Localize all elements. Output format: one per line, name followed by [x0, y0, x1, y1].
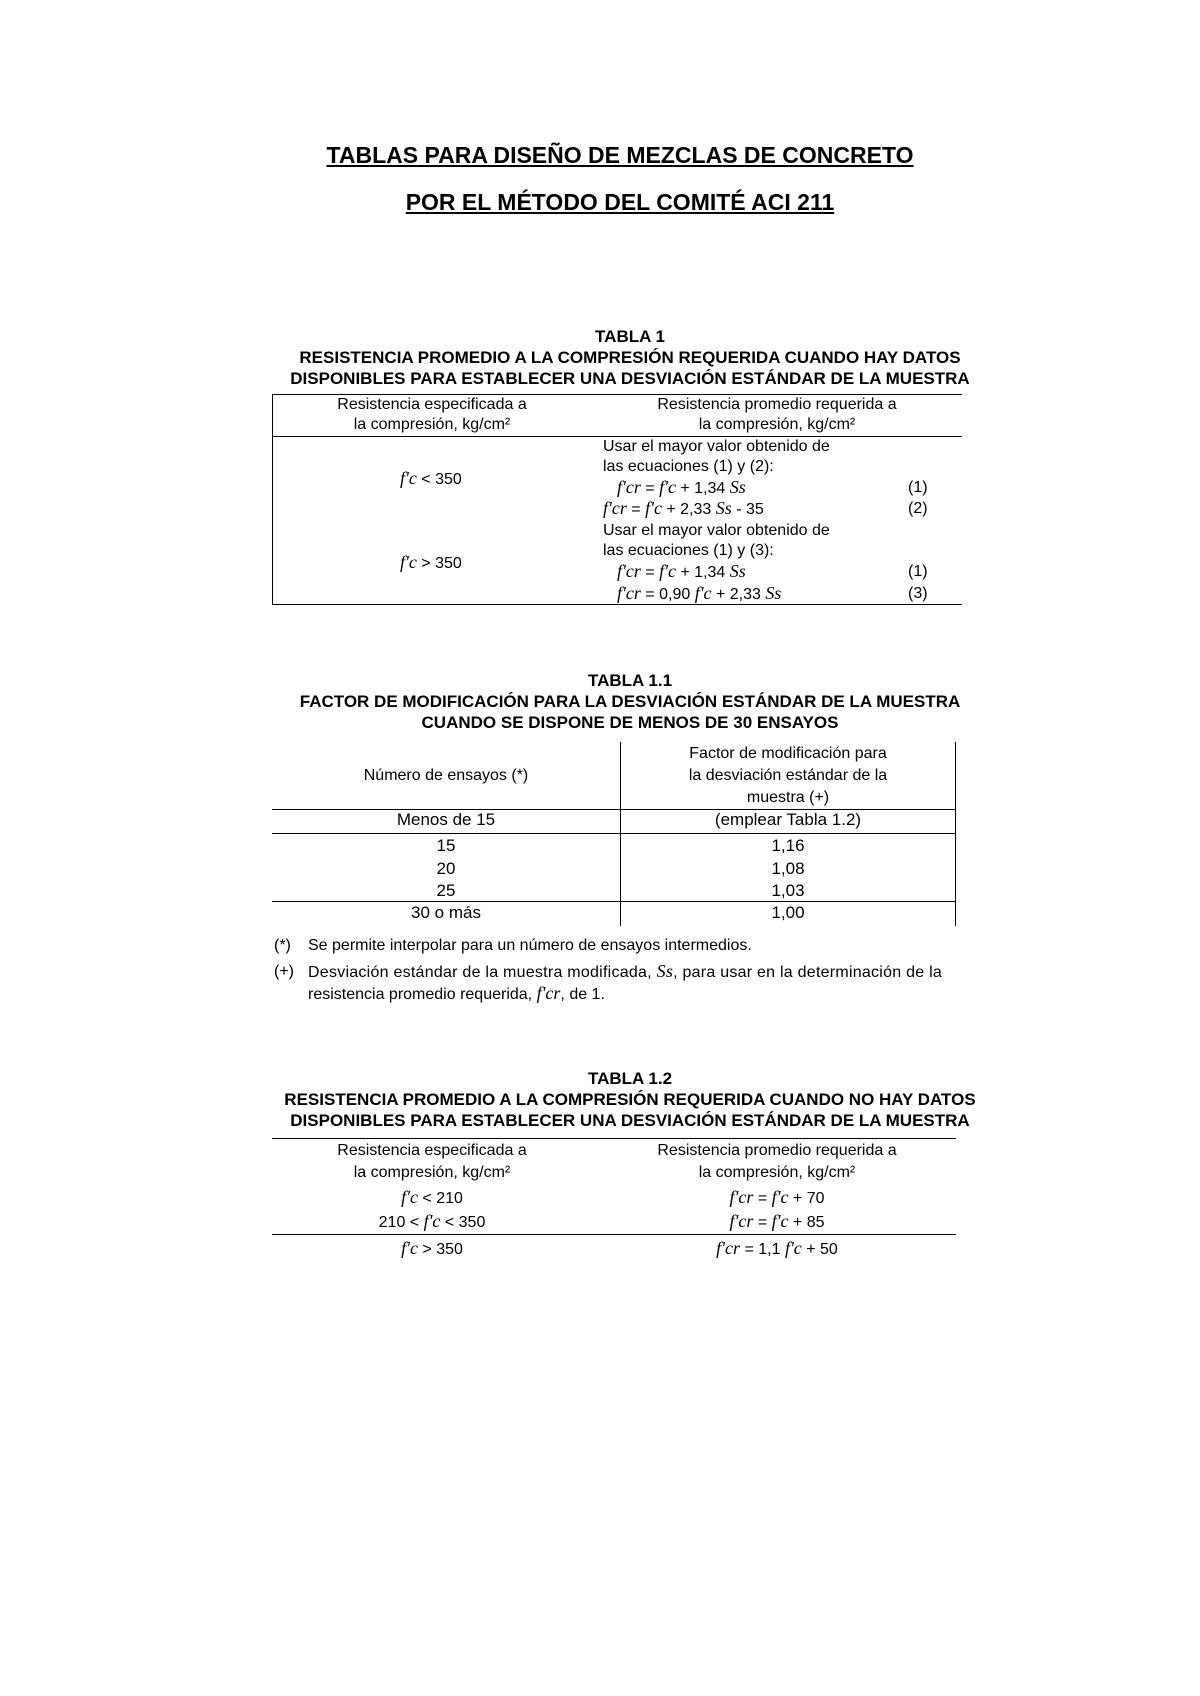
- table11-row4-tests: 25: [436, 881, 456, 900]
- table11-caption-line1: FACTOR DE MODIFICACIÓN PARA LA DESVIACIÓN ESTÁNDAR DE LA MUESTRA: [299, 692, 961, 711]
- table12-row3-right: f'cr = 1,1 f'c + 50: [716, 1238, 838, 1258]
- table11-row3-factor: 1,08: [771, 859, 805, 878]
- table1-row2-eq2-number: (3): [908, 585, 928, 602]
- page-title-line2: POR EL MÉTODO DEL COMITÉ ACI 211: [405, 189, 835, 215]
- table1-number: TABLA 1: [595, 327, 665, 346]
- table1-row1-condition: f'c < 350: [400, 468, 462, 488]
- table11-note2: (+) Desviación estándar de la muestra modificada, Ss, para usar en la determinación de la resistencia promedio requerida, f'cr, de 1.: [274, 961, 943, 1003]
- table1-row2-eq2: f'cr = 0,90 f'c + 2,33 Ss: [617, 583, 782, 603]
- table11-row5-tests: 30 o más: [411, 903, 481, 922]
- table11-caption-line2: CUANDO SE DISPONE DE MENOS DE 30 ENSAYOS: [421, 713, 839, 732]
- table11-row1-factor: (emplear Tabla 1.2): [714, 810, 862, 829]
- table1-caption-line1: RESISTENCIA PROMEDIO A LA COMPRESIÓN REQUERIDA CUANDO HAY DATOS: [299, 348, 961, 367]
- table1-caption: [0, 326, 1200, 389]
- table12-row1-left: f'c < 210: [401, 1187, 463, 1207]
- table1-row1-eq2: f'cr = f'c + 2,33 Ss - 35: [603, 498, 764, 518]
- note1-mark: (*): [274, 937, 291, 954]
- table1-row1-intro: Usar el mayor valor obtenido de las ecuaciones (1) y (2):: [603, 438, 830, 475]
- note2-mark: (+): [274, 963, 294, 980]
- table1-row2-eq1: f'cr = f'c + 1,34 Ss: [617, 561, 746, 581]
- table11-row3-tests: 20: [436, 859, 456, 878]
- table12-row1-right: f'cr = f'c + 70: [729, 1187, 825, 1207]
- table1-row2-condition: f'c > 350: [400, 552, 462, 572]
- table12-caption-line2: DISPONIBLES PARA ESTABLECER UNA DESVIACIÓN ESTÁNDAR DE LA MUESTRA: [290, 1111, 970, 1130]
- table11-header-right: Factor de modificación para la desviación estándar de la muestra (+): [688, 745, 888, 806]
- table12-caption-line1: RESISTENCIA PROMEDIO A LA COMPRESIÓN REQUERIDA CUANDO NO HAY DATOS: [284, 1090, 976, 1109]
- table12-row2-right: f'cr = f'c + 85: [729, 1211, 825, 1231]
- table1-row1-eq1: f'cr = f'c + 1,34 Ss: [617, 477, 746, 497]
- page-title-line1: TABLAS PARA DISEÑO DE MEZCLAS DE CONCRETO: [326, 142, 914, 168]
- table1-caption-line2: DISPONIBLES PARA ESTABLECER UNA DESVIACIÓN ESTÁNDAR DE LA MUESTRA: [290, 369, 970, 388]
- table11-caption: [0, 670, 1200, 733]
- table12-number: TABLA 1.2: [587, 1069, 673, 1088]
- table1-header-left: Resistencia especificada a la compresión, kg/cm²: [337, 396, 527, 433]
- table1-header-right: Resistencia promedio requerida a la compresión, kg/cm²: [657, 396, 897, 433]
- table12-row2-left: 210 < f'c < 350: [378, 1211, 486, 1231]
- table11-note1: (*) Se permite interpolar para un número de ensayos intermedios.: [274, 937, 752, 954]
- table11-row4-factor: 1,03: [771, 881, 805, 900]
- table11-row2-tests: 15: [436, 836, 456, 855]
- table11-header-left: Número de ensayos (*): [363, 767, 529, 784]
- table12-header-right: Resistencia promedio requerida a la compresión, kg/cm²: [657, 1142, 897, 1181]
- table11-row2-factor: 1,16: [771, 836, 805, 855]
- table1-row1-eq1-number: (1): [908, 479, 928, 496]
- table12-row3-left: f'c > 350: [401, 1238, 463, 1258]
- table11-row1-tests: Menos de 15: [396, 810, 496, 829]
- table1-row2-intro: Usar el mayor valor obtenido de las ecuaciones (1) y (3):: [603, 522, 830, 559]
- table12-caption: [0, 1068, 1200, 1131]
- table11-row5-factor: 1,00: [771, 903, 805, 922]
- table11-number: TABLA 1.1: [587, 671, 673, 690]
- table12-header-left: Resistencia especificada a la compresión, kg/cm²: [337, 1142, 527, 1181]
- table1-row2-eq1-number: (1): [908, 563, 928, 580]
- table1-row1-eq2-number: (2): [908, 500, 928, 517]
